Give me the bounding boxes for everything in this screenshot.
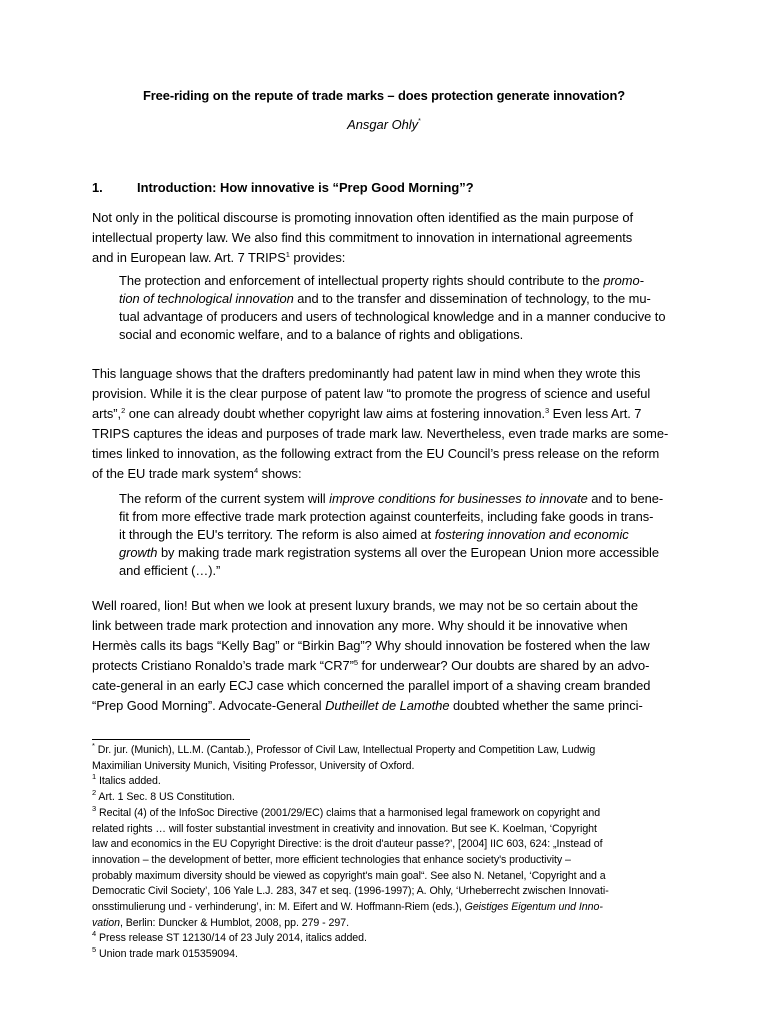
italic-run: Dutheillet de Lamothe (325, 698, 450, 713)
italic-run: vation (92, 916, 120, 929)
text-line: and efficient (…).” (119, 563, 221, 578)
text-run: Union trade mark 015359094. (96, 948, 238, 961)
section-heading (92, 180, 474, 195)
text-line: Well roared, lion! But when we look at present luxury brands, we may not be so certain about the (92, 598, 638, 613)
text-line (92, 696, 676, 716)
paragraph-2 (92, 364, 676, 484)
text-line: link between trade mark protection and innovation any more. Why should it be innovative when (92, 618, 628, 633)
footnote-mark: 4 (92, 929, 97, 939)
text-run: The protection and enforcement of intellectual property rights should contribute to the (119, 273, 604, 288)
text-line (119, 272, 677, 290)
author-footnote-mark: * (418, 118, 421, 125)
text-run: Italics added. (96, 775, 161, 788)
text-line: provision. While it is the clear purpose of patent law “to promote the progress of science and useful (92, 386, 651, 401)
text-line: probably maximum diversity should be viewed as copyright's main goal“. See also N. Netanel, ‘Copyright and a (92, 869, 606, 882)
text-run: , Berlin: Duncker & Humblot, 2008, pp. 279 - 297. (119, 916, 349, 929)
section-title: Introduction: How innovative is “Prep Good Morning”? (137, 180, 474, 195)
text-line (119, 490, 677, 508)
text-run: of the EU trade mark system (92, 466, 254, 481)
text-run: it through the EU's territory. The reform is also aimed at (119, 527, 435, 542)
footnote-4 (92, 931, 676, 947)
text-run: one can already doubt whether copyright law aims at fostering innovation. (125, 406, 545, 421)
text-line: related rights … will foster substantial investment in creativity and innovation. But see K. Koelman, ‘Copyright (92, 822, 597, 835)
italic-run: Geistiges Eigentum und Inno- (464, 901, 603, 914)
footnote-5 (92, 947, 676, 963)
text-line (92, 900, 676, 916)
paragraph-1 (92, 208, 676, 268)
footnote-ref: 2 (121, 406, 126, 415)
paper-title: Free-riding on the repute of trade marks – does protection generate innovation? (142, 88, 626, 103)
section-number: 1. (92, 180, 103, 195)
footnote-mark: 2 (92, 788, 97, 798)
text-run: for underwear? Our doubts are shared by an advo- (358, 658, 650, 673)
footnote-mark: 1 (92, 772, 97, 782)
text-line: Not only in the political discourse is promoting innovation often identified as the main purpose of (92, 210, 634, 225)
footnote-mark: 5 (92, 945, 97, 955)
text-line (92, 404, 676, 424)
text-run: Even less Art. 7 (549, 406, 642, 421)
text-run: provides: (289, 250, 346, 265)
footnote-1 (92, 774, 676, 790)
text-run: Press release ST 12130/14 of 23 July 2014, italics added. (96, 932, 367, 945)
text-run: shows: (258, 466, 302, 481)
text-run: arts”, (92, 406, 122, 421)
italic-run: growth (119, 545, 158, 560)
text-run: protects Cristiano Ronaldo’s trade mark “CR7” (92, 658, 354, 673)
block-quote-2 (119, 490, 677, 580)
footnote-mark: 3 (92, 803, 97, 813)
text-run: Art. 1 Sec. 8 US Constitution. (96, 791, 235, 804)
text-line: fit from more effective trade mark protection against counterfeits, including fake goods in trans- (119, 509, 654, 524)
italic-run: fostering innovation and economic (434, 527, 629, 542)
text-run: onsstimulierung und - verhinderung’, in: M. Eifert and W. Hoffmann-Riem (eds.), (92, 901, 465, 914)
footnote-ref: 1 (285, 250, 290, 259)
italic-run: tion of technological innovation (119, 291, 294, 306)
text-run: “Prep Good Morning”. Advocate-General (92, 698, 326, 713)
text-line (92, 248, 676, 268)
text-line: This language shows that the drafters predominantly had patent law in mind when they wrote this (92, 366, 641, 381)
text-line: innovation – the development of better, more efficient technologies that enhance society's productivity – (92, 853, 571, 866)
text-line: social and economic welfare, and to a balance of rights and obligations. (119, 327, 524, 342)
author-line (92, 117, 676, 132)
footnote-2 (92, 790, 676, 806)
text-line (119, 526, 677, 544)
text-line: Maximilian University Munich, Visiting Professor, University of Oxford. (92, 759, 415, 772)
text-line: times linked to innovation, as the following extract from the EU Council’s press release on the reform (92, 446, 660, 461)
text-line (119, 544, 677, 562)
text-line: Democratic Civil Society’, 106 Yale L.J. 283, 347 et seq. (1996-1997); A. Ohly, ‘Urheberrecht zwischen Innovati- (92, 885, 609, 898)
text-line: intellectual property law. We also find this commitment to innovation in international agreements (92, 230, 633, 245)
text-line: cate-general in an early ECJ case which concerned the parallel import of a shaving cream branded (92, 678, 651, 693)
footnote-divider (92, 739, 250, 740)
text-run: Recital (4) of the InfoSoc Directive (2001/29/EC) claims that a harmonised legal framework on copyright and (96, 806, 601, 819)
footnotes (92, 743, 676, 963)
text-run: The reform of the current system will (119, 491, 330, 506)
text-run: and to bene- (587, 491, 664, 506)
text-line: tual advantage of producers and users of technological knowledge and in a manner conducive to (119, 309, 666, 324)
text-line (92, 656, 676, 676)
block-quote-1 (119, 272, 677, 344)
paragraph-3 (92, 596, 676, 716)
text-line: Hermès calls its bags “Kelly Bag” or “Birkin Bag”? Why should innovation be fostered when the law (92, 638, 650, 653)
italic-run: promo- (603, 273, 644, 288)
footnote-mark: * (92, 741, 95, 750)
text-line (92, 464, 676, 484)
text-line (92, 916, 676, 932)
text-run: and to the transfer and dissemination of technology, to the mu- (293, 291, 651, 306)
text-run: doubted whether the same princi- (449, 698, 643, 713)
footnote-3 (92, 803, 676, 822)
footnote-ref: 4 (254, 466, 259, 475)
footnote-0 (92, 743, 676, 759)
text-line: TRIPS captures the ideas and purposes of trade mark law. Nevertheless, even trade marks are some- (92, 426, 669, 441)
text-line (119, 290, 677, 308)
text-run: Dr. jur. (Munich), LL.M. (Cantab.), Professor of Civil Law, Intellectual Property and Competition Law, Ludwig (94, 744, 596, 756)
author-name: Ansgar Ohly (347, 117, 419, 132)
text-line: law and economics in the EU Copyright Directive: is the droit d'auteur passe?’, [2004] IIC 603, 624: „Instead of (92, 838, 603, 851)
text-run: by making trade mark registration systems all over the European Union more accessible (157, 545, 659, 560)
footnote-ref: 5 (353, 658, 358, 667)
italic-run: improve conditions for businesses to innovate (329, 491, 588, 506)
text-run: and in European law. Art. 7 TRIPS (92, 250, 286, 265)
footnote-ref: 3 (545, 406, 550, 415)
